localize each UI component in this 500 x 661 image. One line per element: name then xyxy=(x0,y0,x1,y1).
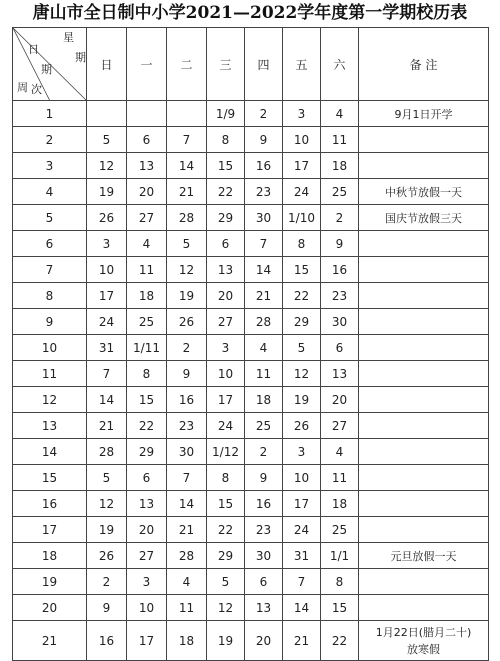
school-calendar-table xyxy=(12,27,489,661)
corner-label-qi: 期 xyxy=(75,51,86,64)
date-cell: 10 xyxy=(207,361,245,387)
date-cell: 2 xyxy=(321,205,359,231)
date-cell: 17 xyxy=(283,491,321,517)
date-cell: 28 xyxy=(87,439,127,465)
date-cell: 29 xyxy=(207,205,245,231)
date-cell: 3 xyxy=(207,335,245,361)
table-row xyxy=(13,413,489,439)
date-cell: 29 xyxy=(207,543,245,569)
date-cell: 2 xyxy=(245,101,283,127)
week-number-cell: 19 xyxy=(13,569,87,595)
note-cell xyxy=(359,283,489,309)
date-cell: 26 xyxy=(167,309,207,335)
date-cell: 20 xyxy=(127,517,167,543)
note-cell xyxy=(359,621,489,661)
date-cell: 14 xyxy=(283,595,321,621)
date-cell: 8 xyxy=(127,361,167,387)
date-cell: 15 xyxy=(127,387,167,413)
note-cell xyxy=(359,127,489,153)
note-cell xyxy=(359,309,489,335)
date-cell: 28 xyxy=(167,543,207,569)
week-number-cell: 5 xyxy=(13,205,87,231)
date-cell: 6 xyxy=(321,335,359,361)
date-cell: 12 xyxy=(283,361,321,387)
note-cell xyxy=(359,335,489,361)
table-row xyxy=(13,595,489,621)
date-cell: 21 xyxy=(283,621,321,661)
date-cell: 15 xyxy=(321,595,359,621)
date-cell: 14 xyxy=(167,491,207,517)
note-cell: 元旦放假一天 xyxy=(359,543,489,569)
week-number-cell: 12 xyxy=(13,387,87,413)
date-cell xyxy=(127,101,167,127)
date-cell: 26 xyxy=(87,543,127,569)
date-cell: 28 xyxy=(245,309,283,335)
table-row xyxy=(13,517,489,543)
date-cell: 18 xyxy=(127,283,167,309)
date-cell: 13 xyxy=(127,491,167,517)
date-cell: 4 xyxy=(321,439,359,465)
date-cell: 20 xyxy=(321,387,359,413)
week-number-cell: 16 xyxy=(13,491,87,517)
date-cell: 11 xyxy=(167,595,207,621)
date-cell: 6 xyxy=(127,465,167,491)
date-cell: 13 xyxy=(245,595,283,621)
date-cell: 2 xyxy=(87,569,127,595)
note-cell xyxy=(359,439,489,465)
date-cell: 17 xyxy=(87,283,127,309)
date-cell: 10 xyxy=(283,127,321,153)
date-cell: 2 xyxy=(167,335,207,361)
date-cell: 1/1 xyxy=(321,543,359,569)
date-cell: 14 xyxy=(167,153,207,179)
table-row xyxy=(13,309,489,335)
day-header-tue: 二 xyxy=(167,28,207,101)
date-cell: 21 xyxy=(87,413,127,439)
table-row xyxy=(13,465,489,491)
week-number-cell: 8 xyxy=(13,283,87,309)
date-cell: 22 xyxy=(127,413,167,439)
date-cell: 14 xyxy=(245,257,283,283)
date-cell: 27 xyxy=(207,309,245,335)
date-cell: 16 xyxy=(321,257,359,283)
date-cell: 5 xyxy=(87,127,127,153)
day-header-sat: 六 xyxy=(321,28,359,101)
table-row xyxy=(13,621,489,661)
date-cell: 22 xyxy=(321,621,359,661)
date-cell: 18 xyxy=(321,491,359,517)
date-cell: 24 xyxy=(283,179,321,205)
date-cell: 4 xyxy=(245,335,283,361)
date-cell: 13 xyxy=(207,257,245,283)
week-number-cell: 3 xyxy=(13,153,87,179)
table-row xyxy=(13,205,489,231)
date-cell: 3 xyxy=(283,101,321,127)
date-cell: 30 xyxy=(321,309,359,335)
day-header-mon: 一 xyxy=(127,28,167,101)
date-cell xyxy=(167,101,207,127)
date-cell: 30 xyxy=(245,543,283,569)
week-number-cell: 11 xyxy=(13,361,87,387)
date-cell: 9 xyxy=(87,595,127,621)
table-row xyxy=(13,127,489,153)
date-cell: 31 xyxy=(87,335,127,361)
corner-header-cell xyxy=(13,28,87,101)
note-cell xyxy=(359,153,489,179)
week-number-cell: 14 xyxy=(13,439,87,465)
date-cell: 10 xyxy=(283,465,321,491)
date-cell: 11 xyxy=(127,257,167,283)
date-cell: 5 xyxy=(283,335,321,361)
date-cell: 7 xyxy=(283,569,321,595)
week-number-cell: 17 xyxy=(13,517,87,543)
corner-label-xing: 星 xyxy=(63,31,74,44)
date-cell: 3 xyxy=(127,569,167,595)
week-number-cell: 13 xyxy=(13,413,87,439)
date-cell: 14 xyxy=(87,387,127,413)
date-cell: 19 xyxy=(283,387,321,413)
date-cell: 1/10 xyxy=(283,205,321,231)
week-number-cell: 20 xyxy=(13,595,87,621)
date-cell: 16 xyxy=(167,387,207,413)
date-cell: 8 xyxy=(321,569,359,595)
date-cell: 20 xyxy=(207,283,245,309)
date-cell: 16 xyxy=(87,621,127,661)
date-cell: 15 xyxy=(283,257,321,283)
calendar-body xyxy=(13,101,489,661)
week-number-cell: 9 xyxy=(13,309,87,335)
day-header-wed: 三 xyxy=(207,28,245,101)
date-cell: 6 xyxy=(207,231,245,257)
day-header-sun: 日 xyxy=(87,28,127,101)
date-cell: 7 xyxy=(167,127,207,153)
date-cell: 26 xyxy=(87,205,127,231)
corner-label-zhou: 周 xyxy=(17,81,28,94)
date-cell: 24 xyxy=(283,517,321,543)
week-number-cell: 7 xyxy=(13,257,87,283)
week-number-cell: 4 xyxy=(13,179,87,205)
date-cell: 22 xyxy=(207,517,245,543)
table-row xyxy=(13,335,489,361)
table-row xyxy=(13,387,489,413)
date-cell: 25 xyxy=(321,179,359,205)
date-cell: 13 xyxy=(321,361,359,387)
date-cell: 10 xyxy=(87,257,127,283)
date-cell: 8 xyxy=(283,231,321,257)
notes-header: 备 注 xyxy=(359,28,489,101)
week-number-cell: 1 xyxy=(13,101,87,127)
date-cell: 2 xyxy=(245,439,283,465)
date-cell: 30 xyxy=(167,439,207,465)
date-cell: 5 xyxy=(207,569,245,595)
note-cell: 9月1日开学 xyxy=(359,101,489,127)
date-cell: 8 xyxy=(207,465,245,491)
table-row xyxy=(13,439,489,465)
date-cell: 1/11 xyxy=(127,335,167,361)
note-cell: 中秋节放假一天 xyxy=(359,179,489,205)
week-number-cell: 10 xyxy=(13,335,87,361)
date-cell: 27 xyxy=(127,543,167,569)
date-cell: 3 xyxy=(283,439,321,465)
date-cell: 15 xyxy=(207,491,245,517)
date-cell: 10 xyxy=(127,595,167,621)
date-cell: 5 xyxy=(87,465,127,491)
date-cell xyxy=(87,101,127,127)
table-row xyxy=(13,179,489,205)
date-cell: 22 xyxy=(207,179,245,205)
table-row xyxy=(13,231,489,257)
date-cell: 6 xyxy=(127,127,167,153)
date-cell: 1/9 xyxy=(207,101,245,127)
date-cell: 24 xyxy=(87,309,127,335)
date-cell: 16 xyxy=(245,491,283,517)
table-row xyxy=(13,361,489,387)
date-cell: 13 xyxy=(127,153,167,179)
date-cell: 12 xyxy=(167,257,207,283)
note-cell xyxy=(359,413,489,439)
date-cell: 17 xyxy=(207,387,245,413)
note-cell xyxy=(359,361,489,387)
date-cell: 31 xyxy=(283,543,321,569)
corner-label-qi-2: 期 xyxy=(41,63,52,76)
date-cell: 25 xyxy=(321,517,359,543)
day-header-thu: 四 xyxy=(245,28,283,101)
date-cell: 23 xyxy=(245,517,283,543)
note-cell xyxy=(359,465,489,491)
table-row xyxy=(13,257,489,283)
table-row xyxy=(13,283,489,309)
note-line: 1月22日(腊月二十) xyxy=(375,625,472,639)
date-cell: 29 xyxy=(127,439,167,465)
date-cell: 21 xyxy=(167,179,207,205)
date-cell: 20 xyxy=(127,179,167,205)
date-cell: 17 xyxy=(283,153,321,179)
note-cell xyxy=(359,257,489,283)
date-cell: 18 xyxy=(245,387,283,413)
date-cell: 11 xyxy=(321,465,359,491)
note-cell xyxy=(359,517,489,543)
date-cell: 18 xyxy=(321,153,359,179)
date-cell: 9 xyxy=(167,361,207,387)
date-cell: 6 xyxy=(245,569,283,595)
date-cell: 17 xyxy=(127,621,167,661)
note-cell xyxy=(359,491,489,517)
date-cell: 7 xyxy=(167,465,207,491)
date-cell: 4 xyxy=(127,231,167,257)
date-cell: 4 xyxy=(321,101,359,127)
corner-label-ci: 次 xyxy=(31,83,42,96)
date-cell: 21 xyxy=(167,517,207,543)
date-cell: 23 xyxy=(167,413,207,439)
date-cell: 19 xyxy=(87,517,127,543)
date-cell: 16 xyxy=(245,153,283,179)
date-cell: 18 xyxy=(167,621,207,661)
note-cell xyxy=(359,387,489,413)
date-cell: 9 xyxy=(245,127,283,153)
date-cell: 30 xyxy=(245,205,283,231)
date-cell: 24 xyxy=(207,413,245,439)
date-cell: 12 xyxy=(207,595,245,621)
week-number-cell: 18 xyxy=(13,543,87,569)
note-cell xyxy=(359,595,489,621)
date-cell: 25 xyxy=(127,309,167,335)
table-row xyxy=(13,491,489,517)
date-cell: 12 xyxy=(87,153,127,179)
date-cell: 11 xyxy=(245,361,283,387)
date-cell: 26 xyxy=(283,413,321,439)
date-cell: 21 xyxy=(245,283,283,309)
note-cell xyxy=(359,231,489,257)
note-cell xyxy=(359,569,489,595)
table-row xyxy=(13,569,489,595)
table-row xyxy=(13,101,489,127)
date-cell: 22 xyxy=(283,283,321,309)
date-cell: 27 xyxy=(127,205,167,231)
day-header-fri: 五 xyxy=(283,28,321,101)
week-number-cell: 21 xyxy=(13,621,87,661)
date-cell: 9 xyxy=(245,465,283,491)
date-cell: 27 xyxy=(321,413,359,439)
date-cell: 25 xyxy=(245,413,283,439)
header-row xyxy=(13,28,489,101)
table-row xyxy=(13,153,489,179)
date-cell: 1/12 xyxy=(207,439,245,465)
week-number-cell: 6 xyxy=(13,231,87,257)
date-cell: 3 xyxy=(87,231,127,257)
date-cell: 4 xyxy=(167,569,207,595)
week-number-cell: 15 xyxy=(13,465,87,491)
date-cell: 8 xyxy=(207,127,245,153)
page-title: 唐山市全日制中小学2021—2022学年度第一学期校历表 xyxy=(32,3,468,23)
date-cell: 7 xyxy=(87,361,127,387)
date-cell: 5 xyxy=(167,231,207,257)
date-cell: 11 xyxy=(321,127,359,153)
date-cell: 23 xyxy=(321,283,359,309)
date-cell: 23 xyxy=(245,179,283,205)
date-cell: 7 xyxy=(245,231,283,257)
table-row xyxy=(13,543,489,569)
date-cell: 12 xyxy=(87,491,127,517)
note-cell: 国庆节放假三天 xyxy=(359,205,489,231)
date-cell: 19 xyxy=(167,283,207,309)
date-cell: 15 xyxy=(207,153,245,179)
date-cell: 9 xyxy=(321,231,359,257)
date-cell: 28 xyxy=(167,205,207,231)
date-cell: 19 xyxy=(207,621,245,661)
week-number-cell: 2 xyxy=(13,127,87,153)
corner-label-ri: 日 xyxy=(28,43,39,56)
date-cell: 20 xyxy=(245,621,283,661)
date-cell: 29 xyxy=(283,309,321,335)
note-line: 放寒假 xyxy=(407,642,440,656)
date-cell: 19 xyxy=(87,179,127,205)
